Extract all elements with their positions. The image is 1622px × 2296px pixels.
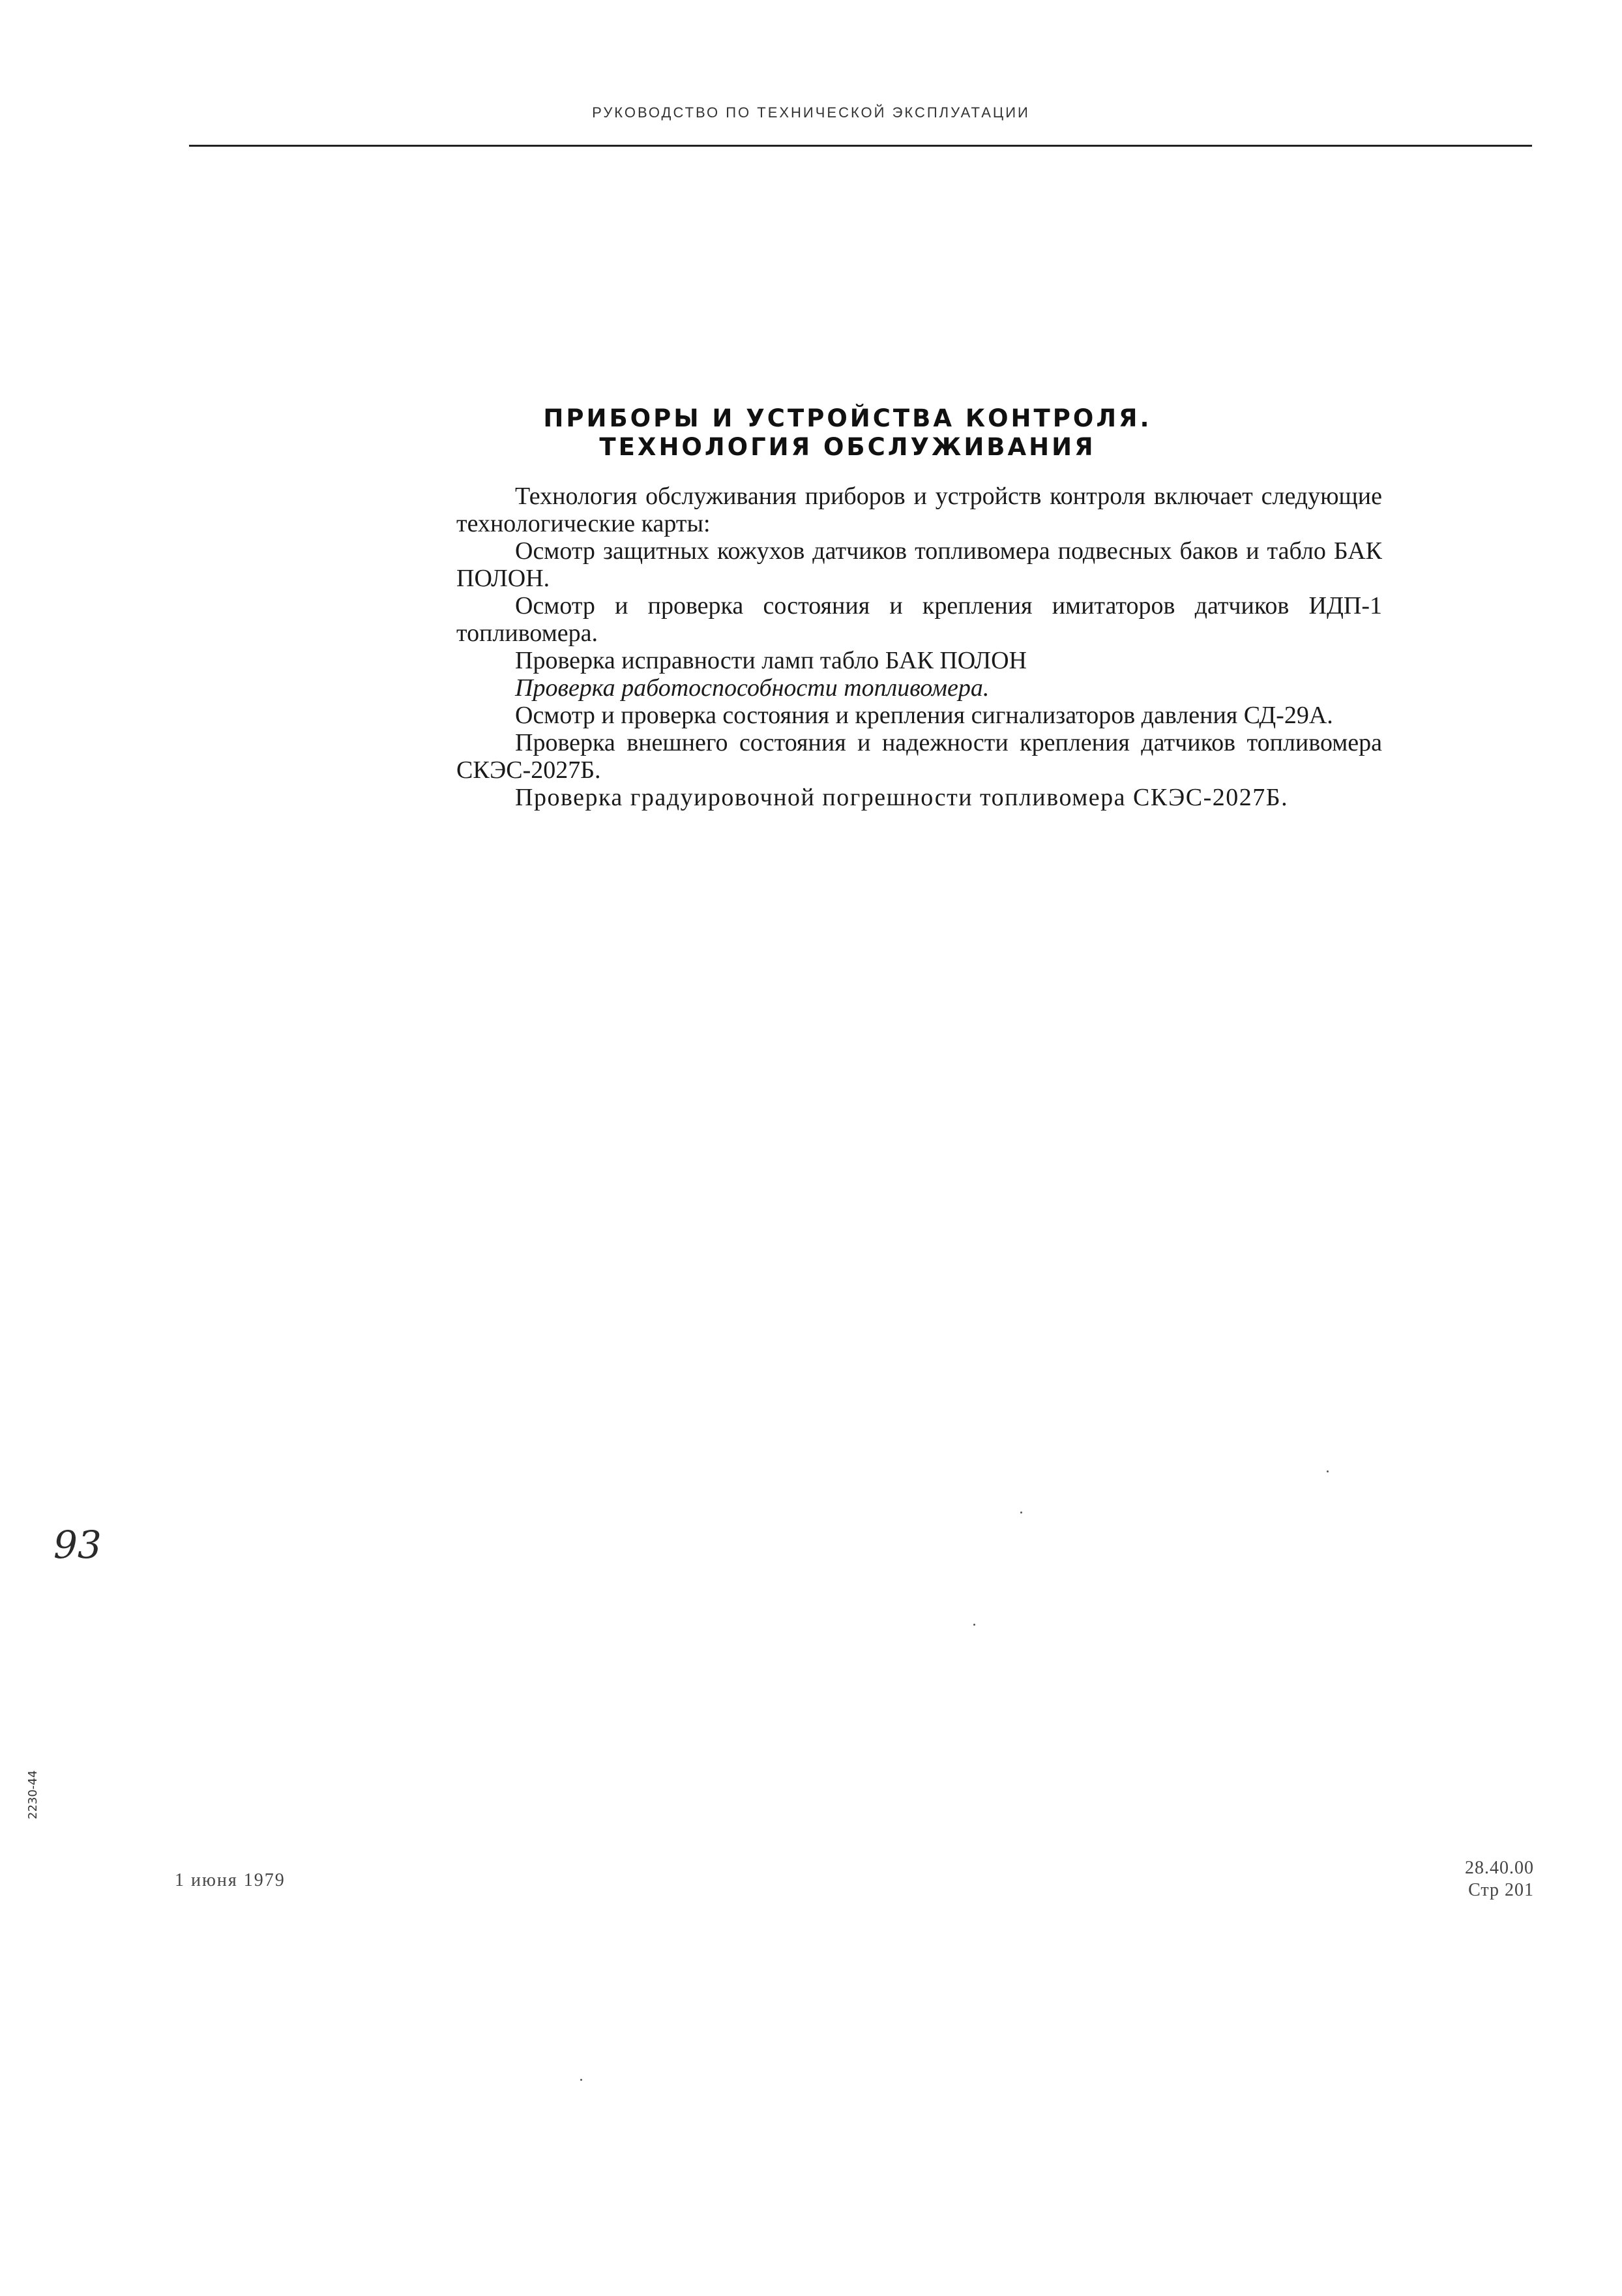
- section-title-line-1: ПРИБОРЫ И УСТРОЙСТВА КОНТРОЛЯ.: [543, 404, 1152, 432]
- card-item: Осмотр и проверка состояния и крепления сигнализаторов давления СД-29А.: [515, 702, 1333, 729]
- page-reference: Стр 201: [1468, 1880, 1534, 1900]
- chapter-reference: 28.40.00: [1465, 1858, 1534, 1878]
- section-title-line-2: ТЕХНОЛОГИЯ ОБСЛУЖИВАНИЯ: [599, 433, 1096, 461]
- card-item: Осмотр защитных кожухов датчиков топливомера подвесных баков и табло БАК ПОЛОН.: [456, 537, 1382, 592]
- card-item: Осмотр и проверка состояния и крепления имитаторов датчиков ИДП-1 топливомера.: [456, 592, 1382, 647]
- technology-cards-list: [456, 537, 1382, 811]
- scan-speck: [1327, 1470, 1329, 1472]
- scan-speck: [1020, 1512, 1022, 1513]
- running-header: РУКОВОДСТВО ПО ТЕХНИЧЕСКОЙ ЭКСПЛУАТАЦИИ: [592, 104, 1030, 121]
- handwritten-page-number: 93: [53, 1523, 102, 1567]
- header-rule: [189, 145, 1532, 147]
- section-body: [456, 483, 1382, 811]
- footer-date: 1 июня 1979: [175, 1870, 286, 1890]
- card-item: Проверка работоспособности топливомера.: [515, 674, 990, 702]
- section-title: [456, 404, 1239, 462]
- footer-reference: [1465, 1857, 1534, 1901]
- side-document-code: 2230-44: [26, 1770, 40, 1819]
- card-item: Проверка градуировочной погрешности топливомера СКЭС-2027Б.: [515, 784, 1289, 811]
- intro-paragraph: Технология обслуживания приборов и устройств контроля включает следующие технологические карты:: [456, 483, 1382, 537]
- card-item: Проверка исправности ламп табло БАК ПОЛОН: [515, 647, 1027, 674]
- scan-speck: [973, 1624, 975, 1626]
- card-item: Проверка внешнего состояния и надежности крепления датчиков топливомера СКЭС-2027Б.: [456, 729, 1382, 784]
- scan-speck: [580, 2079, 582, 2081]
